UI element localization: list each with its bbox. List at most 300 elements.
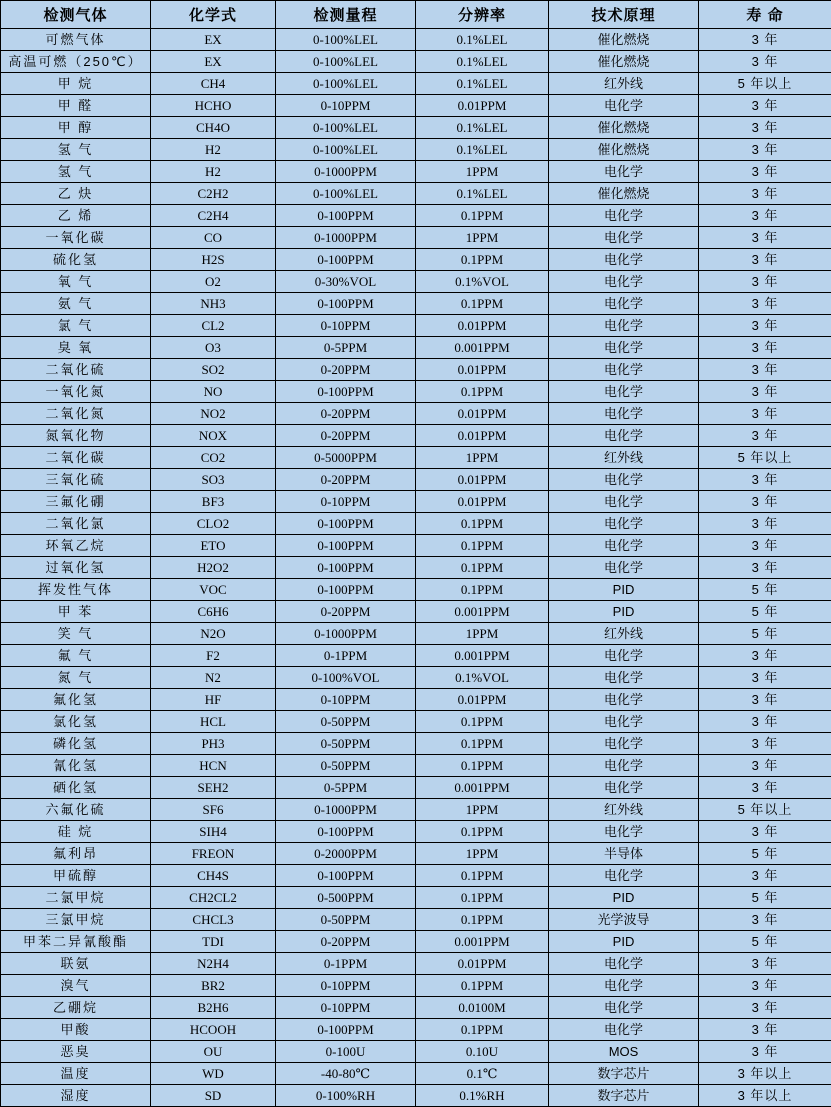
cell-formula: OU — [151, 1041, 276, 1063]
cell-lifespan: 3 年 — [699, 491, 831, 513]
cell-gas: 氯 气 — [1, 315, 151, 337]
cell-formula: SO2 — [151, 359, 276, 381]
cell-formula: NO — [151, 381, 276, 403]
cell-principle: 电化学 — [549, 1019, 699, 1041]
cell-formula: CH2CL2 — [151, 887, 276, 909]
cell-resolution: 0.001PPM — [416, 645, 549, 667]
cell-gas: 三氯甲烷 — [1, 909, 151, 931]
cell-resolution: 1PPM — [416, 161, 549, 183]
cell-resolution: 0.01PPM — [416, 425, 549, 447]
cell-principle: 电化学 — [549, 667, 699, 689]
cell-range: 0-10PPM — [276, 997, 416, 1019]
cell-lifespan: 3 年 — [699, 95, 831, 117]
cell-formula: C6H6 — [151, 601, 276, 623]
cell-principle: 催化燃烧 — [549, 139, 699, 161]
table-row — [1, 733, 831, 755]
cell-gas: 硒化氢 — [1, 777, 151, 799]
table-row — [1, 623, 831, 645]
table-row — [1, 425, 831, 447]
cell-range: 0-100PPM — [276, 821, 416, 843]
cell-formula: CH4 — [151, 73, 276, 95]
cell-formula: HF — [151, 689, 276, 711]
cell-resolution: 0.1%LEL — [416, 183, 549, 205]
cell-range: 0-100PPM — [276, 579, 416, 601]
cell-formula: CH4S — [151, 865, 276, 887]
column-header-range: 检测量程 — [276, 1, 416, 29]
table-row — [1, 491, 831, 513]
table-row — [1, 975, 831, 997]
table-row — [1, 865, 831, 887]
cell-range: 0-50PPM — [276, 733, 416, 755]
table-row — [1, 161, 831, 183]
table-row — [1, 1019, 831, 1041]
cell-formula: PH3 — [151, 733, 276, 755]
cell-principle: 催化燃烧 — [549, 117, 699, 139]
cell-lifespan: 3 年 — [699, 183, 831, 205]
cell-principle: 电化学 — [549, 953, 699, 975]
cell-gas: 甲 醛 — [1, 95, 151, 117]
cell-formula: WD — [151, 1063, 276, 1085]
cell-gas: 六氟化硫 — [1, 799, 151, 821]
cell-formula: CL2 — [151, 315, 276, 337]
cell-lifespan: 3 年 — [699, 667, 831, 689]
table-row — [1, 469, 831, 491]
cell-principle: 电化学 — [549, 161, 699, 183]
cell-resolution: 0.1%LEL — [416, 51, 549, 73]
cell-lifespan: 3 年 — [699, 953, 831, 975]
cell-principle: 数字芯片 — [549, 1063, 699, 1085]
cell-range: 0-20PPM — [276, 469, 416, 491]
cell-gas: 氧 气 — [1, 271, 151, 293]
cell-lifespan: 5 年以上 — [699, 73, 831, 95]
cell-principle: 电化学 — [549, 95, 699, 117]
cell-gas: 氟化氢 — [1, 689, 151, 711]
cell-range: 0-20PPM — [276, 601, 416, 623]
cell-resolution: 0.1PPM — [416, 579, 549, 601]
table-row — [1, 931, 831, 953]
cell-gas: 二氧化碳 — [1, 447, 151, 469]
cell-formula: HCHO — [151, 95, 276, 117]
cell-lifespan: 3 年 — [699, 755, 831, 777]
cell-principle: 电化学 — [549, 755, 699, 777]
cell-range: 0-100PPM — [276, 557, 416, 579]
cell-resolution: 1PPM — [416, 447, 549, 469]
cell-principle: MOS — [549, 1041, 699, 1063]
cell-principle: 催化燃烧 — [549, 29, 699, 51]
cell-resolution: 0.1PPM — [416, 975, 549, 997]
table-row — [1, 205, 831, 227]
cell-resolution: 0.1PPM — [416, 249, 549, 271]
cell-range: 0-1000PPM — [276, 227, 416, 249]
cell-range: 0-100U — [276, 1041, 416, 1063]
table-row — [1, 1063, 831, 1085]
cell-range: 0-20PPM — [276, 359, 416, 381]
cell-principle: 电化学 — [549, 469, 699, 491]
cell-range: 0-10PPM — [276, 975, 416, 997]
cell-principle: 电化学 — [549, 249, 699, 271]
cell-range: 0-100%LEL — [276, 51, 416, 73]
cell-formula: EX — [151, 29, 276, 51]
cell-range: 0-100%LEL — [276, 139, 416, 161]
cell-lifespan: 3 年 — [699, 513, 831, 535]
cell-range: 0-10PPM — [276, 315, 416, 337]
cell-gas: 甲酸 — [1, 1019, 151, 1041]
cell-lifespan: 5 年 — [699, 887, 831, 909]
cell-formula: NO2 — [151, 403, 276, 425]
table-row — [1, 51, 831, 73]
table-row — [1, 381, 831, 403]
cell-gas: 甲苯二异氰酸酯 — [1, 931, 151, 953]
cell-range: 0-100PPM — [276, 205, 416, 227]
table-row — [1, 645, 831, 667]
cell-lifespan: 3 年 — [699, 161, 831, 183]
cell-formula: ETO — [151, 535, 276, 557]
cell-principle: 电化学 — [549, 535, 699, 557]
cell-principle: 电化学 — [549, 227, 699, 249]
cell-lifespan: 3 年 — [699, 909, 831, 931]
cell-formula: EX — [151, 51, 276, 73]
cell-lifespan: 3 年 — [699, 865, 831, 887]
cell-formula: SEH2 — [151, 777, 276, 799]
cell-principle: 电化学 — [549, 315, 699, 337]
cell-gas: 恶臭 — [1, 1041, 151, 1063]
cell-formula: CHCL3 — [151, 909, 276, 931]
cell-resolution: 0.1%VOL — [416, 667, 549, 689]
cell-lifespan: 3 年 — [699, 403, 831, 425]
cell-formula: H2 — [151, 161, 276, 183]
cell-gas: 甲硫醇 — [1, 865, 151, 887]
cell-resolution: 0.1PPM — [416, 733, 549, 755]
cell-formula: CO2 — [151, 447, 276, 469]
cell-gas: 硅 烷 — [1, 821, 151, 843]
cell-range: 0-1000PPM — [276, 161, 416, 183]
table-header — [1, 1, 831, 29]
cell-resolution: 1PPM — [416, 843, 549, 865]
cell-gas: 一氧化氮 — [1, 381, 151, 403]
cell-range: 0-1000PPM — [276, 799, 416, 821]
table-row — [1, 689, 831, 711]
cell-range: 0-100PPM — [276, 513, 416, 535]
cell-principle: 电化学 — [549, 689, 699, 711]
cell-gas: 乙 烯 — [1, 205, 151, 227]
table-row — [1, 667, 831, 689]
table-row — [1, 337, 831, 359]
cell-lifespan: 3 年 — [699, 777, 831, 799]
cell-lifespan: 3 年 — [699, 359, 831, 381]
cell-gas: 笑 气 — [1, 623, 151, 645]
cell-resolution: 0.1%RH — [416, 1085, 549, 1107]
cell-principle: 光学波导 — [549, 909, 699, 931]
cell-lifespan: 3 年 — [699, 227, 831, 249]
table-row — [1, 513, 831, 535]
cell-lifespan: 3 年 — [699, 381, 831, 403]
cell-range: 0-1PPM — [276, 953, 416, 975]
cell-formula: HCL — [151, 711, 276, 733]
cell-resolution: 0.01PPM — [416, 95, 549, 117]
cell-principle: 数字芯片 — [549, 1085, 699, 1107]
cell-resolution: 0.1PPM — [416, 821, 549, 843]
cell-lifespan: 3 年 — [699, 117, 831, 139]
cell-principle: 红外线 — [549, 623, 699, 645]
cell-formula: BF3 — [151, 491, 276, 513]
cell-range: 0-30%VOL — [276, 271, 416, 293]
cell-lifespan: 3 年 — [699, 733, 831, 755]
cell-formula: NH3 — [151, 293, 276, 315]
cell-range: 0-10PPM — [276, 95, 416, 117]
cell-range: 0-100PPM — [276, 249, 416, 271]
column-header-formula: 化学式 — [151, 1, 276, 29]
cell-principle: PID — [549, 601, 699, 623]
cell-lifespan: 5 年 — [699, 601, 831, 623]
cell-principle: 电化学 — [549, 337, 699, 359]
cell-lifespan: 3 年 — [699, 1019, 831, 1041]
table-row — [1, 799, 831, 821]
cell-range: 0-100%LEL — [276, 117, 416, 139]
cell-principle: 电化学 — [549, 513, 699, 535]
cell-principle: 电化学 — [549, 557, 699, 579]
cell-principle: 催化燃烧 — [549, 183, 699, 205]
cell-lifespan: 3 年 — [699, 425, 831, 447]
cell-resolution: 0.001PPM — [416, 601, 549, 623]
cell-formula: SD — [151, 1085, 276, 1107]
cell-range: 0-100PPM — [276, 535, 416, 557]
cell-principle: 电化学 — [549, 821, 699, 843]
cell-principle: 电化学 — [549, 997, 699, 1019]
cell-principle: 电化学 — [549, 359, 699, 381]
cell-formula: B2H6 — [151, 997, 276, 1019]
table-row — [1, 139, 831, 161]
cell-resolution: 0.1℃ — [416, 1063, 549, 1085]
cell-formula: CO — [151, 227, 276, 249]
cell-formula: HCOOH — [151, 1019, 276, 1041]
table-row — [1, 1085, 831, 1107]
table-row — [1, 403, 831, 425]
cell-gas: 联氨 — [1, 953, 151, 975]
cell-lifespan: 3 年以上 — [699, 1085, 831, 1107]
cell-principle: PID — [549, 579, 699, 601]
cell-gas: 甲 醇 — [1, 117, 151, 139]
cell-resolution: 0.001PPM — [416, 931, 549, 953]
cell-resolution: 1PPM — [416, 623, 549, 645]
cell-lifespan: 3 年 — [699, 711, 831, 733]
cell-gas: 氨 气 — [1, 293, 151, 315]
table-row — [1, 117, 831, 139]
column-header-resolution: 分辨率 — [416, 1, 549, 29]
column-header-principle: 技术原理 — [549, 1, 699, 29]
cell-lifespan: 3 年 — [699, 469, 831, 491]
cell-gas: 甲 苯 — [1, 601, 151, 623]
cell-resolution: 0.01PPM — [416, 359, 549, 381]
cell-lifespan: 3 年 — [699, 315, 831, 337]
cell-lifespan: 3 年 — [699, 249, 831, 271]
cell-resolution: 0.01PPM — [416, 491, 549, 513]
cell-range: 0-100%VOL — [276, 667, 416, 689]
cell-lifespan: 5 年 — [699, 843, 831, 865]
cell-resolution: 0.1PPM — [416, 293, 549, 315]
cell-lifespan: 5 年 — [699, 931, 831, 953]
cell-range: 0-10PPM — [276, 491, 416, 513]
cell-range: 0-500PPM — [276, 887, 416, 909]
cell-gas: 氟利昂 — [1, 843, 151, 865]
cell-resolution: 0.1PPM — [416, 205, 549, 227]
cell-lifespan: 3 年 — [699, 975, 831, 997]
cell-gas: 高温可燃（250℃） — [1, 51, 151, 73]
cell-resolution: 0.1%LEL — [416, 73, 549, 95]
cell-gas: 二氧化氮 — [1, 403, 151, 425]
cell-principle: 电化学 — [549, 975, 699, 997]
cell-formula: SIH4 — [151, 821, 276, 843]
cell-formula: BR2 — [151, 975, 276, 997]
table-row — [1, 73, 831, 95]
cell-lifespan: 3 年 — [699, 689, 831, 711]
cell-resolution: 0.1PPM — [416, 711, 549, 733]
cell-range: 0-20PPM — [276, 425, 416, 447]
table-row — [1, 711, 831, 733]
table-row — [1, 755, 831, 777]
cell-resolution: 0.1PPM — [416, 535, 549, 557]
cell-lifespan: 3 年 — [699, 645, 831, 667]
cell-gas: 氮氧化物 — [1, 425, 151, 447]
cell-principle: 半导体 — [549, 843, 699, 865]
cell-range: 0-100PPM — [276, 1019, 416, 1041]
column-header-gas: 检测气体 — [1, 1, 151, 29]
table-row — [1, 183, 831, 205]
cell-resolution: 0.1PPM — [416, 909, 549, 931]
cell-gas: 溴气 — [1, 975, 151, 997]
cell-resolution: 0.1PPM — [416, 865, 549, 887]
cell-resolution: 0.001PPM — [416, 337, 549, 359]
table-row — [1, 557, 831, 579]
cell-gas: 环氧乙烷 — [1, 535, 151, 557]
cell-gas: 三氧化硫 — [1, 469, 151, 491]
cell-formula: N2O — [151, 623, 276, 645]
cell-formula: NOX — [151, 425, 276, 447]
cell-principle: 催化燃烧 — [549, 51, 699, 73]
table-row — [1, 271, 831, 293]
table-row — [1, 359, 831, 381]
cell-principle: PID — [549, 931, 699, 953]
cell-range: 0-5PPM — [276, 777, 416, 799]
table-row — [1, 95, 831, 117]
cell-formula: N2 — [151, 667, 276, 689]
cell-resolution: 0.1%LEL — [416, 29, 549, 51]
cell-lifespan: 3 年 — [699, 337, 831, 359]
table-row — [1, 843, 831, 865]
cell-range: 0-100%LEL — [276, 73, 416, 95]
cell-resolution: 0.1%LEL — [416, 117, 549, 139]
cell-gas: 二氧化硫 — [1, 359, 151, 381]
cell-principle: 电化学 — [549, 865, 699, 887]
cell-resolution: 0.01PPM — [416, 953, 549, 975]
cell-gas: 温度 — [1, 1063, 151, 1085]
cell-gas: 臭 氧 — [1, 337, 151, 359]
cell-gas: 挥发性气体 — [1, 579, 151, 601]
table-row — [1, 249, 831, 271]
cell-resolution: 0.1PPM — [416, 1019, 549, 1041]
cell-range: 0-100PPM — [276, 381, 416, 403]
cell-gas: 氢 气 — [1, 161, 151, 183]
cell-gas: 氰化氢 — [1, 755, 151, 777]
cell-resolution: 1PPM — [416, 227, 549, 249]
cell-range: 0-20PPM — [276, 403, 416, 425]
cell-range: 0-100PPM — [276, 865, 416, 887]
cell-formula: O2 — [151, 271, 276, 293]
cell-resolution: 0.1%LEL — [416, 139, 549, 161]
cell-principle: 电化学 — [549, 205, 699, 227]
cell-gas: 二氯甲烷 — [1, 887, 151, 909]
cell-lifespan: 3 年 — [699, 1041, 831, 1063]
cell-gas: 二氧化氯 — [1, 513, 151, 535]
cell-lifespan: 3 年 — [699, 205, 831, 227]
cell-gas: 一氧化碳 — [1, 227, 151, 249]
cell-gas: 乙 炔 — [1, 183, 151, 205]
cell-range: 0-100%RH — [276, 1085, 416, 1107]
cell-formula: F2 — [151, 645, 276, 667]
table-row — [1, 29, 831, 51]
table-row — [1, 315, 831, 337]
cell-formula: HCN — [151, 755, 276, 777]
cell-range: 0-50PPM — [276, 755, 416, 777]
cell-resolution: 1PPM — [416, 799, 549, 821]
cell-gas: 硫化氢 — [1, 249, 151, 271]
cell-formula: FREON — [151, 843, 276, 865]
cell-range: 0-5000PPM — [276, 447, 416, 469]
cell-lifespan: 5 年 — [699, 623, 831, 645]
table-row — [1, 601, 831, 623]
cell-resolution: 0.001PPM — [416, 777, 549, 799]
cell-resolution: 0.1PPM — [416, 513, 549, 535]
cell-range: 0-50PPM — [276, 909, 416, 931]
cell-range: 0-1000PPM — [276, 623, 416, 645]
cell-principle: 红外线 — [549, 799, 699, 821]
table-row — [1, 953, 831, 975]
cell-resolution: 0.01PPM — [416, 689, 549, 711]
cell-gas: 湿度 — [1, 1085, 151, 1107]
cell-principle: 电化学 — [549, 777, 699, 799]
cell-principle: 电化学 — [549, 381, 699, 403]
table-row — [1, 997, 831, 1019]
cell-formula: H2S — [151, 249, 276, 271]
cell-range: 0-100PPM — [276, 293, 416, 315]
cell-formula: SF6 — [151, 799, 276, 821]
table-row — [1, 777, 831, 799]
cell-lifespan: 5 年以上 — [699, 447, 831, 469]
cell-resolution: 0.0100M — [416, 997, 549, 1019]
cell-formula: TDI — [151, 931, 276, 953]
cell-range: -40-80℃ — [276, 1063, 416, 1085]
cell-principle: 红外线 — [549, 73, 699, 95]
cell-range: 0-100%LEL — [276, 183, 416, 205]
cell-lifespan: 3 年 — [699, 29, 831, 51]
cell-principle: 电化学 — [549, 491, 699, 513]
cell-gas: 甲 烷 — [1, 73, 151, 95]
table-row — [1, 447, 831, 469]
cell-formula: VOC — [151, 579, 276, 601]
cell-resolution: 0.01PPM — [416, 469, 549, 491]
cell-principle: 电化学 — [549, 271, 699, 293]
cell-resolution: 0.1PPM — [416, 381, 549, 403]
cell-lifespan: 3 年 — [699, 535, 831, 557]
cell-principle: 电化学 — [549, 425, 699, 447]
table-body — [1, 29, 831, 1107]
cell-resolution: 0.10U — [416, 1041, 549, 1063]
cell-formula: H2O2 — [151, 557, 276, 579]
cell-range: 0-50PPM — [276, 711, 416, 733]
cell-lifespan: 3 年 — [699, 51, 831, 73]
cell-lifespan: 3 年 — [699, 557, 831, 579]
table-row — [1, 821, 831, 843]
cell-lifespan: 5 年 — [699, 579, 831, 601]
